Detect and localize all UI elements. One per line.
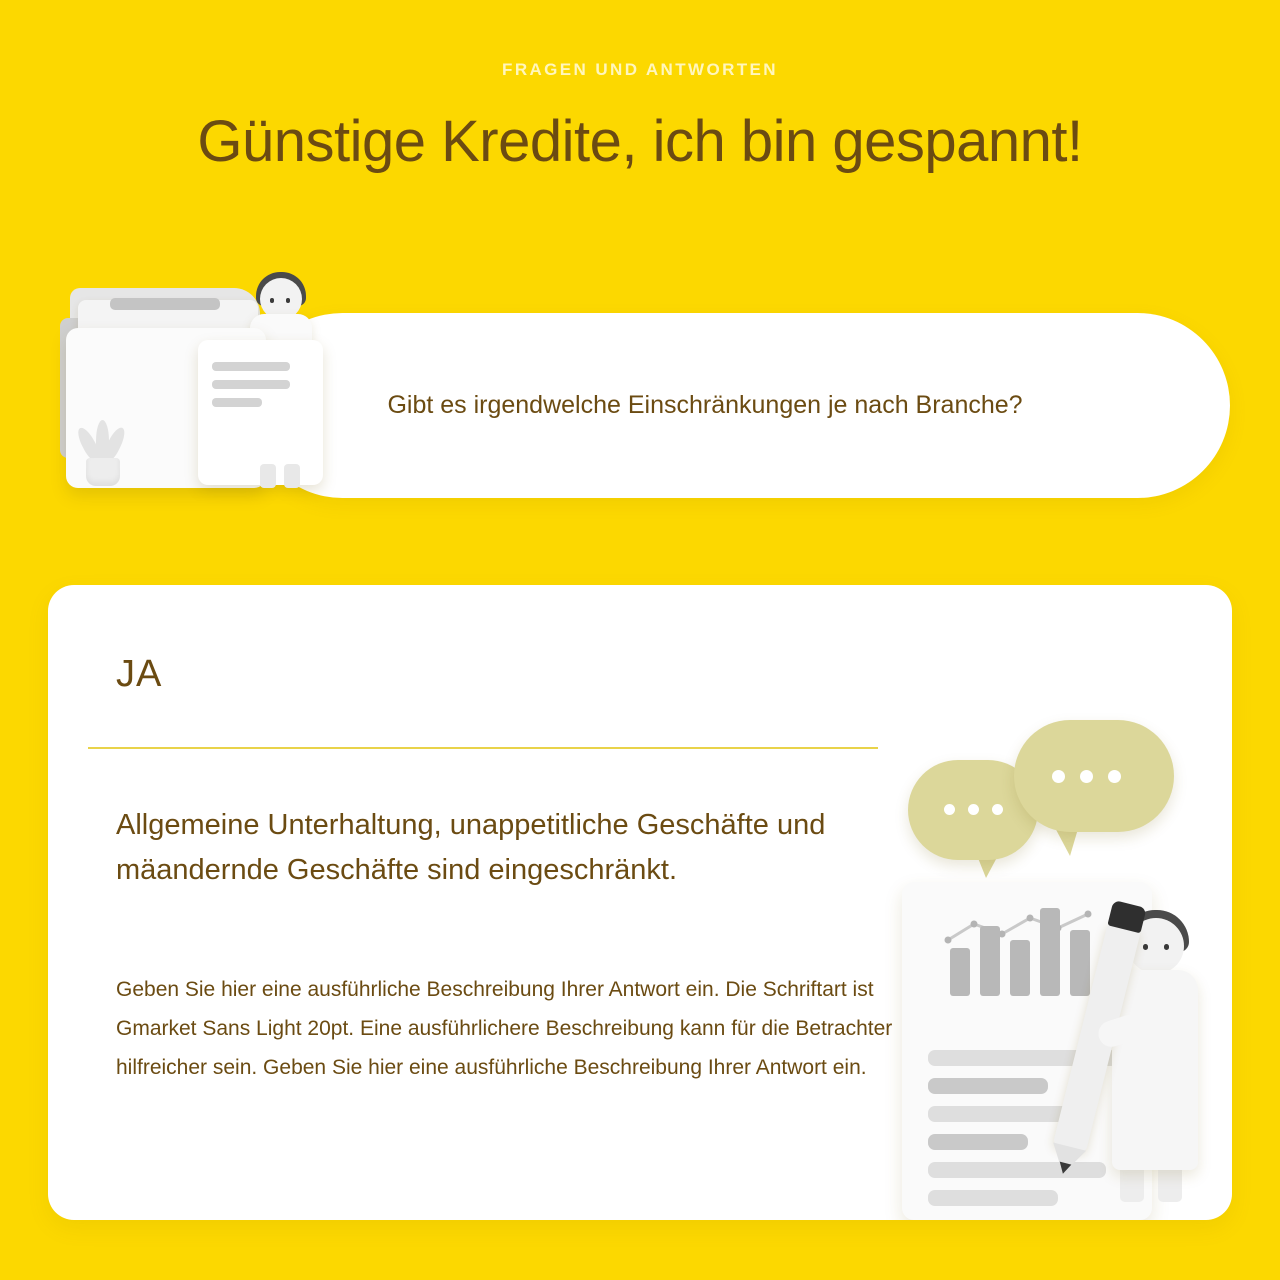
answer-divider [88,747,878,749]
page-eyebrow: FRAGEN UND ANTWORTEN [502,60,778,79]
question-pill[interactable] [250,313,1230,498]
answer-lead-text: Allgemeine Unterhaltung, unappetitliche Geschäfte und mäandernde Geschäfte sind eingeschränkt. [116,809,826,886]
question-section [0,313,1280,498]
answer-body-text: Geben Sie hier eine ausführliche Beschreibung Ihrer Antwort ein. Die Schriftart ist Gmarket Sans Light 20pt. Eine ausführlichere Beschreibung kann für die Betrachter hilfreicher sein. Geben Sie hier eine ausführliche Beschreibung Ihrer Antwort ein. [116,978,893,1079]
answer-card [48,585,1232,1220]
page-title: Günstige Kredite, ich bin gespannt! [197,109,1083,174]
speech-bubble-large-icon [1014,720,1174,832]
folder-person-illustration-icon [48,278,313,528]
question-text: Gibt es irgendwelche Einschränkungen je nach Branche? [387,391,1023,419]
chat-report-illustration-icon [902,700,1232,1220]
answer-label: JA [116,653,163,695]
